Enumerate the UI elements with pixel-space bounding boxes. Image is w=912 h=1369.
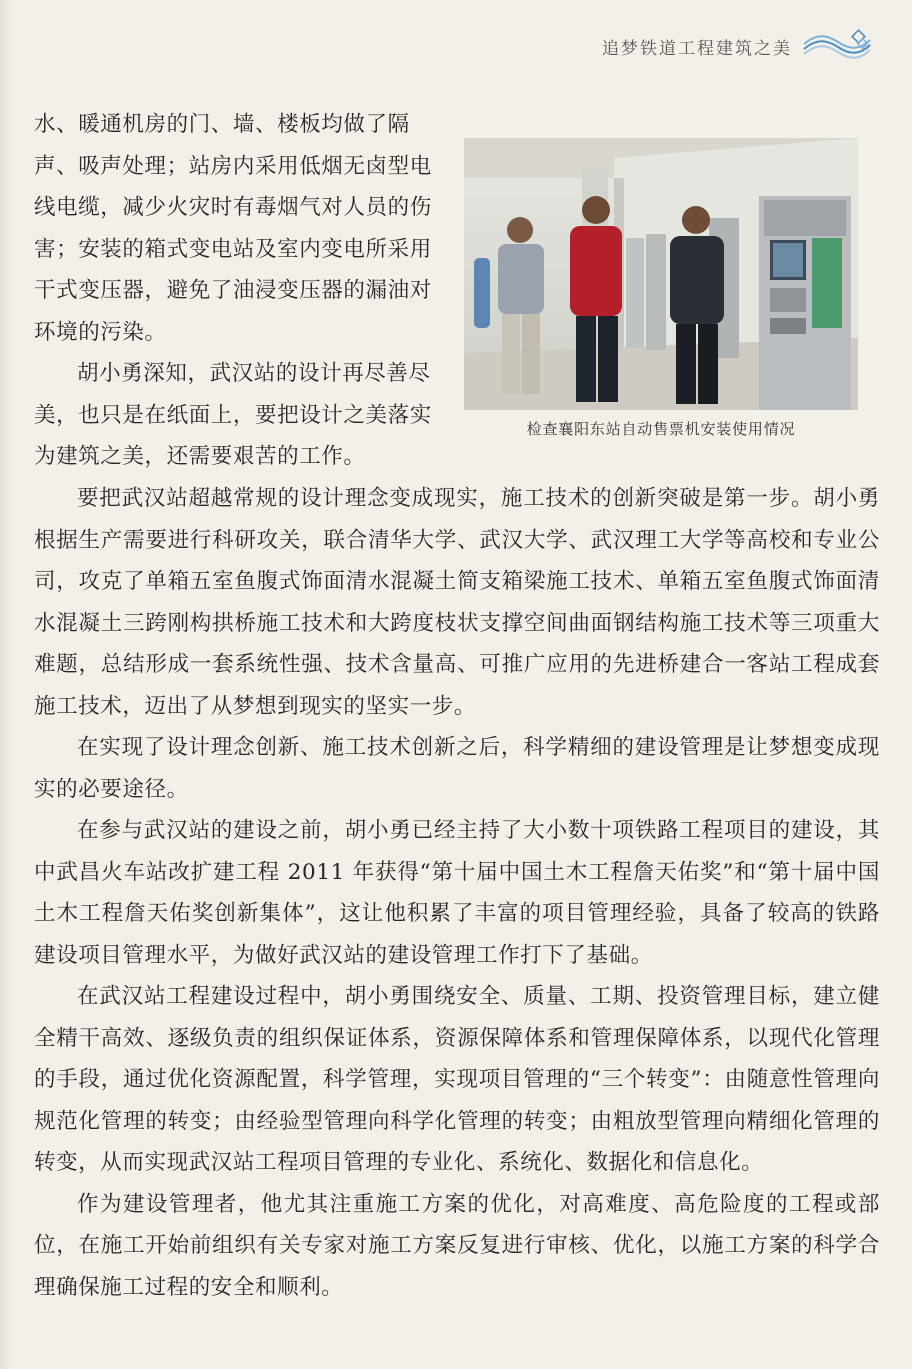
paragraph: 要把武汉站超越常规的设计理念变成现实，施工技术的创新突破是第一步。胡小勇根据生产需要进行科研攻关，联合清华大学、武汉大学、武汉理工大学等高校和专业公司，攻克了单箱五室鱼腹式饰面清水混凝土简支箱梁施工技术、单箱五室鱼腹式饰面清水混凝土三跨刚构拱桥施工技术和大跨度枝状支撑空间曲面钢结构施工技术等三项重大难题，总结形成一套系统性强、技术含量高、可推广应用的先进桥建合一客站工程成套施工技术，迈出了从梦想到现实的坚实一步。: [34, 486, 880, 719]
wrapped-text-column: [34, 104, 434, 478]
running-header: [602, 28, 872, 64]
photo-caption: 检查襄阳东站自动售票机安装使用情况: [526, 420, 796, 438]
paragraph: 在参与武汉站的建设之前，胡小勇已经主持了大小数十项铁路工程项目的建设，其中武昌火车站改扩建工程 2011 年获得“第十届中国土木工程詹天佑奖”和“第十届中国土木工程詹天佑奖创新集体”，这让他积累了丰富的项目管理经验，具备了较高的铁路建设项目管理水平，为做好武汉站的建设管理工作打下了基础。: [34, 818, 880, 968]
paragraph: 在武汉站工程建设过程中，胡小勇围绕安全、质量、工期、投资管理目标，建立健全精干高效、逐级负责的组织保证体系，资源保障体系和管理保障体系，以现代化管理的手段，通过优化资源配置，科学管理，实现项目管理的“三个转变”：由随意性管理向规范化管理的转变；由经验型管理向科学化管理的转变；由粗放型管理向精细化管理的转变，从而实现武汉站工程项目管理的专业化、系统化、数据化和信息化。: [34, 984, 880, 1175]
running-title: 追梦铁道工程建筑之美: [602, 38, 792, 59]
station-photo: [464, 138, 858, 410]
paragraph-continued: 水、暖通机房的门、墙、楼板均做了隔声、吸声处理；站房内采用低烟无卤型电线电缆，减少火灾时有毒烟气对人员的伤害；安装的箱式变电站及室内变电所采用干式变压器，避免了油浸变压器的漏油对环境的污染。: [34, 112, 432, 345]
body-text: [34, 478, 880, 1308]
wave-ornament-icon: [802, 28, 872, 64]
paragraph: 在实现了设计理念创新、施工技术创新之后，科学精细的建设管理是让梦想变成现实的必要途径。: [34, 735, 880, 802]
paragraph: 作为建设管理者，他尤其注重施工方案的优化，对高难度、高危险度的工程或部位，在施工开始前组织有关专家对施工方案反复进行审核、优化，以施工方案的科学合理确保施工过程的安全和顺利。: [34, 1191, 880, 1300]
page-edge: [0, 0, 14, 1369]
ticket-machine-photo-icon: [464, 138, 858, 410]
paragraph: 胡小勇深知，武汉站的设计再尽善尽美，也只是在纸面上，要把设计之美落实为建筑之美，还需要艰苦的工作。: [34, 361, 432, 469]
